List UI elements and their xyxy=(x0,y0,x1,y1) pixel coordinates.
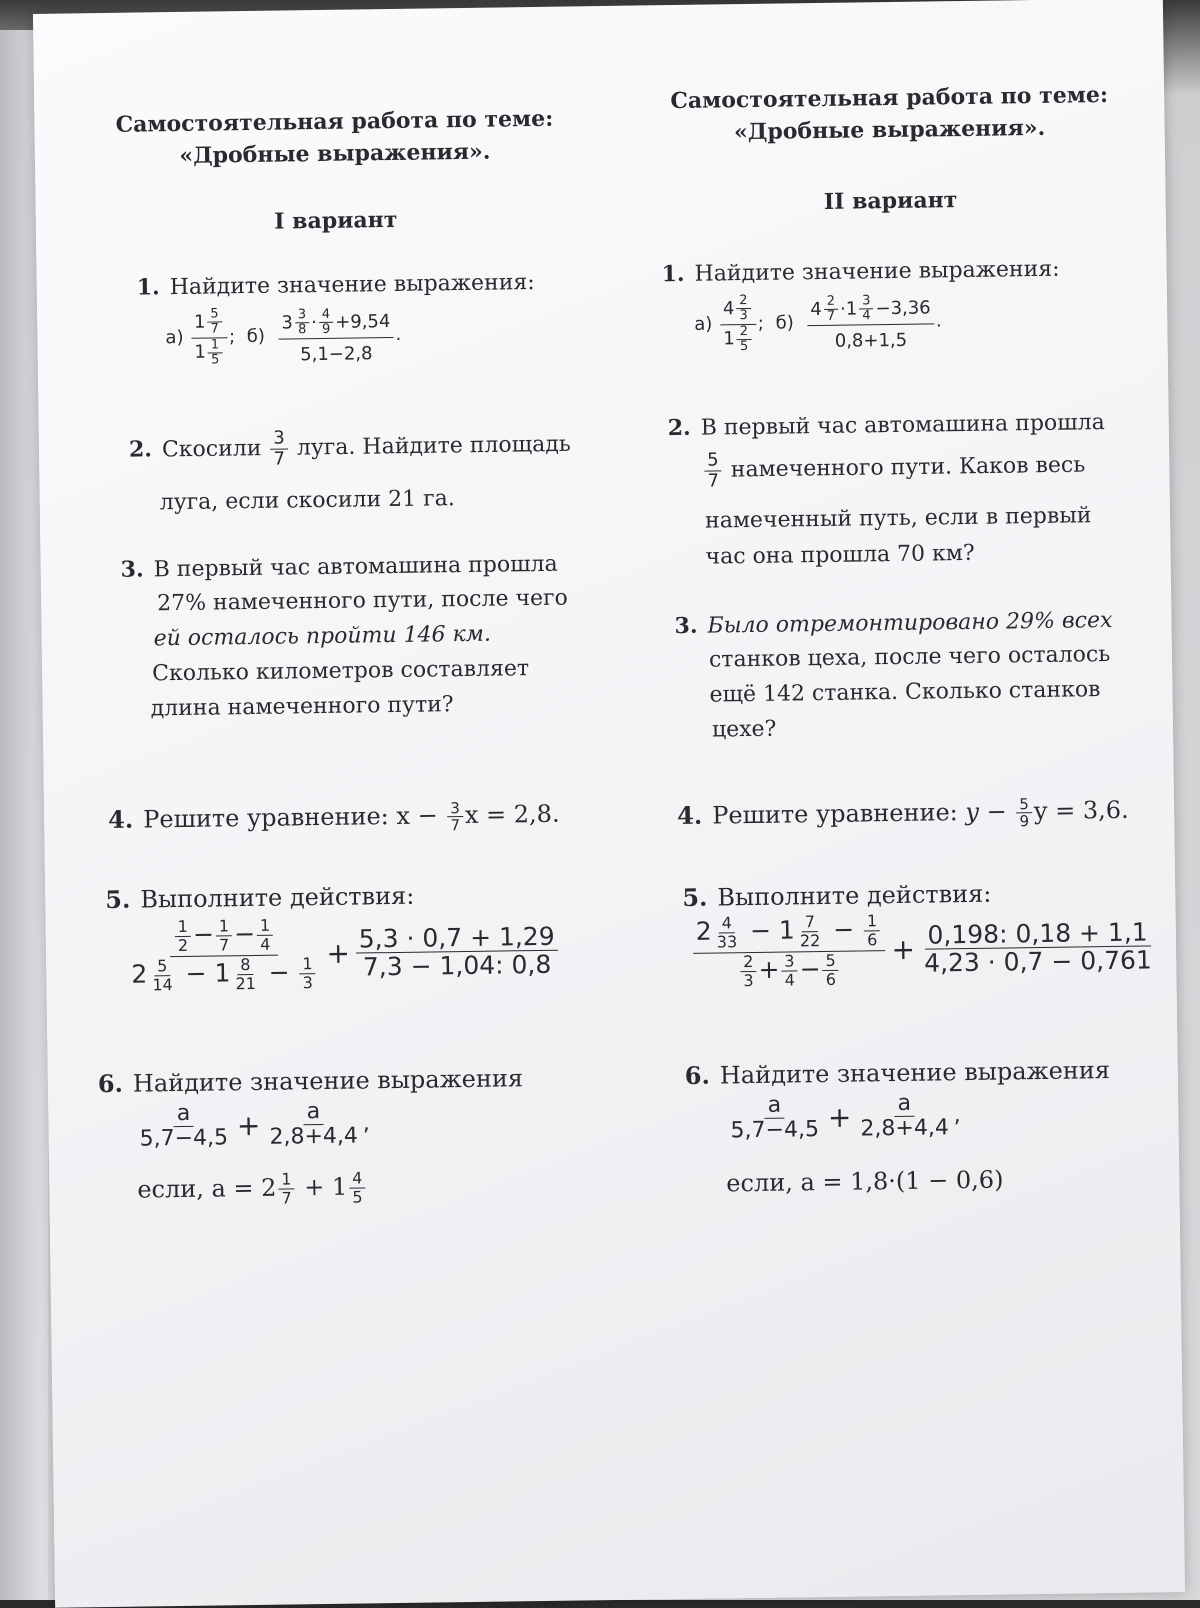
denominator: 7 xyxy=(218,934,230,955)
denominator: 2,8+4,4 xyxy=(269,1123,359,1150)
task-3-line-3: ещё 142 станка. Сколько станков xyxy=(709,677,1101,708)
numerator: 1 xyxy=(216,917,232,936)
denominator: 3 xyxy=(743,970,754,990)
task-text: Выполните действия: xyxy=(717,879,992,912)
task-5-expression xyxy=(691,908,1158,990)
fraction-1 xyxy=(727,1093,822,1144)
numerator: 1 xyxy=(864,912,880,931)
numerator: a xyxy=(765,1094,785,1119)
task-number: 2. xyxy=(128,436,153,463)
fraction-1 xyxy=(136,1101,231,1152)
complex-fraction-1 xyxy=(128,916,321,994)
task-6-expression xyxy=(134,1099,370,1152)
denominator: 9 xyxy=(321,322,331,338)
label-b: б) xyxy=(246,325,266,348)
fraction-2 xyxy=(356,922,559,981)
heading-line-2: «Дробные выражения». xyxy=(733,114,1046,146)
denominator: 21 xyxy=(235,973,257,994)
numerator: 2 xyxy=(737,325,751,340)
numerator: 5 xyxy=(207,307,221,322)
denominator: 5,7−4,5 xyxy=(139,1125,229,1152)
heading-line-1: Самостоятельная работа по теме: xyxy=(670,81,1109,115)
tail: +9,54 xyxy=(335,310,391,333)
task-6-condition: если, a = 1,8·(1 − 0,6) xyxy=(726,1165,1004,1198)
task-number: 6. xyxy=(97,1068,124,1099)
task-number: 3. xyxy=(674,612,698,640)
denominator: 0,8+1,5 xyxy=(834,329,908,352)
minus: − xyxy=(268,957,290,988)
fraction-b xyxy=(807,293,934,351)
denominator: 14 xyxy=(152,974,173,995)
plus: + xyxy=(326,936,351,970)
numerator: 5 xyxy=(154,957,170,976)
minus: − xyxy=(986,797,1007,826)
task-text: Найдите значение выражения: xyxy=(694,256,1060,287)
separator: ; xyxy=(228,326,236,348)
denominator: 7 xyxy=(707,470,720,492)
task-1 xyxy=(661,252,1059,293)
denominator: 6 xyxy=(825,969,837,989)
denominator: 4 xyxy=(862,308,871,324)
whole: 3 xyxy=(281,312,294,334)
task-number: 5. xyxy=(682,882,708,912)
heading xyxy=(64,102,605,174)
minus: − xyxy=(417,801,438,830)
denominator: 5 xyxy=(739,338,749,355)
task-6 xyxy=(685,1053,1111,1093)
condition-text: если, a = 2 xyxy=(137,1173,277,1204)
numerator: a xyxy=(303,1100,323,1125)
variable: y xyxy=(965,797,980,827)
task-text: В первый час автомашина прошла xyxy=(700,410,1105,441)
numerator: 3 xyxy=(447,800,463,818)
denominator: 8 xyxy=(297,322,307,338)
task-1-expressions xyxy=(694,291,942,355)
task-text: Выполните действия: xyxy=(140,881,415,914)
denominator: 3 xyxy=(302,972,314,993)
task-1-expressions xyxy=(165,305,402,368)
numerator: 2 xyxy=(740,953,756,972)
fraction-a xyxy=(720,294,757,355)
numerator: 0,198: 0,18 + 1,1 xyxy=(924,918,1151,950)
numerator: 2 xyxy=(824,295,838,310)
numerator: 5 xyxy=(1016,796,1032,814)
denominator: 4 xyxy=(784,970,795,990)
denominator: 33 xyxy=(716,931,738,952)
heading xyxy=(619,78,1160,150)
equation-rest: x = 2,8. xyxy=(464,799,560,830)
task-text: Найдите значение выражения xyxy=(719,1056,1111,1090)
plus: + xyxy=(236,1108,261,1142)
numerator: 3 xyxy=(781,953,797,972)
period: . xyxy=(935,310,942,332)
denominator: 2,8+4,4 xyxy=(860,1115,950,1142)
whole: 1 xyxy=(193,311,206,333)
task-number: 2. xyxy=(667,414,691,442)
whole: 2 xyxy=(131,959,148,989)
task-5 xyxy=(682,877,991,915)
minus: − xyxy=(799,954,821,984)
condition-text: + 1 xyxy=(296,1172,348,1202)
denominator: 7 xyxy=(450,816,461,835)
complex-fraction-1 xyxy=(693,912,886,990)
task-number: 6. xyxy=(684,1060,711,1090)
numerator: 5 xyxy=(704,450,722,471)
task-2-line-2: луга, если скосили 21 га. xyxy=(159,486,455,516)
whole: 4 xyxy=(722,298,735,320)
denominator: 4 xyxy=(260,934,271,954)
numerator: 2 xyxy=(736,294,750,309)
separator: ; xyxy=(757,312,765,334)
numerator: 1 xyxy=(257,917,273,936)
numerator: 8 xyxy=(237,956,253,975)
whole: 1 xyxy=(845,298,858,320)
minus: − xyxy=(832,914,855,944)
numerator: 7 xyxy=(802,913,818,932)
task-text: Решите уравнение: xyxy=(143,802,389,834)
denominator: 22 xyxy=(799,930,821,950)
denominator: 5,1−2,8 xyxy=(300,342,373,365)
fraction-2 xyxy=(921,918,1155,977)
dot: · xyxy=(839,298,846,320)
numerator: a xyxy=(894,1092,914,1117)
dot: · xyxy=(311,311,318,333)
label-a: а) xyxy=(165,326,184,349)
denominator: 6 xyxy=(867,929,878,950)
numerator: 1 xyxy=(278,1171,294,1190)
task-text: намеченного пути. Каков весь xyxy=(730,452,1086,483)
comma: , xyxy=(362,1111,370,1137)
heading-line-1: Самостоятельная работа по теме: xyxy=(115,105,554,138)
minus: − xyxy=(185,958,207,989)
heading-line-2: «Дробные выражения». xyxy=(179,138,491,169)
numerator: a xyxy=(174,1102,194,1127)
numerator: 1 xyxy=(175,918,191,937)
denominator: 9 xyxy=(1019,812,1030,831)
numerator: 1 xyxy=(208,338,222,353)
task-text: Найдите значение выражения: xyxy=(169,269,535,301)
denominator: 7,3 − 1,04: 0,8 xyxy=(362,950,552,982)
fraction xyxy=(270,428,288,469)
whole: 1 xyxy=(723,328,735,350)
comma: , xyxy=(953,1102,961,1128)
task-number: 1. xyxy=(136,274,160,301)
equation-rest: y = 3,6. xyxy=(1033,795,1129,826)
task-number: 3. xyxy=(120,556,144,583)
task-2-line-4: час она прошла 70 км? xyxy=(705,540,975,570)
numerator: 5,3 · 0,7 + 1,29 xyxy=(356,922,558,953)
task-2 xyxy=(129,425,571,472)
numerator: 3 xyxy=(270,428,288,449)
denominator: 7 xyxy=(210,321,219,337)
fraction-a xyxy=(191,307,228,368)
numerator: 4 xyxy=(719,914,735,933)
task-number: 5. xyxy=(105,884,131,915)
task-text: Найдите значение выражения xyxy=(132,1064,524,1098)
minus: − xyxy=(192,919,215,949)
task-3-line-2: 27% намеченного пути, после чего xyxy=(157,585,568,617)
plus: + xyxy=(758,954,780,985)
worksheet-page xyxy=(33,0,1185,1608)
fraction-2 xyxy=(857,1091,952,1142)
fraction xyxy=(447,800,463,834)
plus: + xyxy=(891,932,916,966)
label-b: б) xyxy=(775,312,794,334)
denominator: 5 xyxy=(352,1187,363,1207)
numerator: 3 xyxy=(859,294,873,309)
denominator: 5,7−4,5 xyxy=(730,1117,820,1144)
fraction xyxy=(704,450,722,491)
numerator: 5 xyxy=(822,952,838,971)
whole: 1 xyxy=(214,958,231,988)
label-a: а) xyxy=(694,313,713,335)
whole: 2 xyxy=(695,916,712,946)
fraction xyxy=(349,1170,366,1206)
task-3-line-4: Сколько километров составляет xyxy=(151,656,530,687)
task-2 xyxy=(668,405,1105,446)
denominator: 5 xyxy=(210,352,220,368)
plus: + xyxy=(827,1100,852,1134)
denominator: 3 xyxy=(739,308,748,324)
denominator: 7 xyxy=(273,448,286,470)
task-3-line-4: цехе? xyxy=(711,716,777,743)
period: . xyxy=(395,323,402,346)
fraction-2 xyxy=(266,1099,361,1150)
whole: 1 xyxy=(778,915,796,945)
task-number: 4. xyxy=(676,800,703,831)
numerator: 1 xyxy=(299,955,315,974)
task-5-expression xyxy=(126,913,561,994)
task-4 xyxy=(108,797,560,839)
variant-title: II вариант xyxy=(823,187,958,215)
numerator: 4 xyxy=(349,1170,365,1189)
task-3-line-2: станков цеха, после чего осталось xyxy=(708,641,1111,673)
task-text: Было отремонтировано 29% всех xyxy=(707,607,1113,639)
denominator: 4,23 · 0,7 − 0,761 xyxy=(923,945,1153,978)
fraction xyxy=(278,1171,295,1207)
task-text: Решите уравнение: xyxy=(712,798,958,830)
task-number: 4. xyxy=(107,804,134,834)
whole: 1 xyxy=(194,342,207,364)
numerator: 4 xyxy=(319,308,333,323)
fraction-b xyxy=(278,307,394,365)
numerator: 3 xyxy=(295,308,309,323)
task-2-line-3: намеченный путь, если в первый xyxy=(704,503,1092,534)
task-6-condition xyxy=(137,1169,368,1209)
task-6-expression xyxy=(725,1091,961,1144)
task-text: луга. Найдите площадь xyxy=(296,431,571,461)
denominator: 7 xyxy=(826,308,836,325)
task-1 xyxy=(137,265,535,306)
task-4 xyxy=(677,793,1129,835)
tail: −3,36 xyxy=(875,297,931,320)
task-5 xyxy=(105,879,414,917)
denominator: 2 xyxy=(177,935,189,955)
task-6 xyxy=(98,1061,524,1101)
variant-title: I вариант xyxy=(274,206,398,235)
task-3-line-5: длина намеченного пути? xyxy=(150,692,454,722)
fraction xyxy=(1016,796,1032,830)
task-3-line-3: ей осталось пройти 146 км. xyxy=(153,621,492,652)
task-text: В первый час автомашина прошла xyxy=(153,551,558,583)
task-text: Скосили xyxy=(161,436,262,463)
minus: − xyxy=(749,915,772,946)
task-number: 1. xyxy=(661,260,685,288)
whole: 4 xyxy=(810,298,822,320)
minus: − xyxy=(233,919,256,949)
denominator: 7 xyxy=(281,1188,292,1208)
task-2-line-2 xyxy=(702,445,1085,491)
variable: x xyxy=(396,801,411,830)
